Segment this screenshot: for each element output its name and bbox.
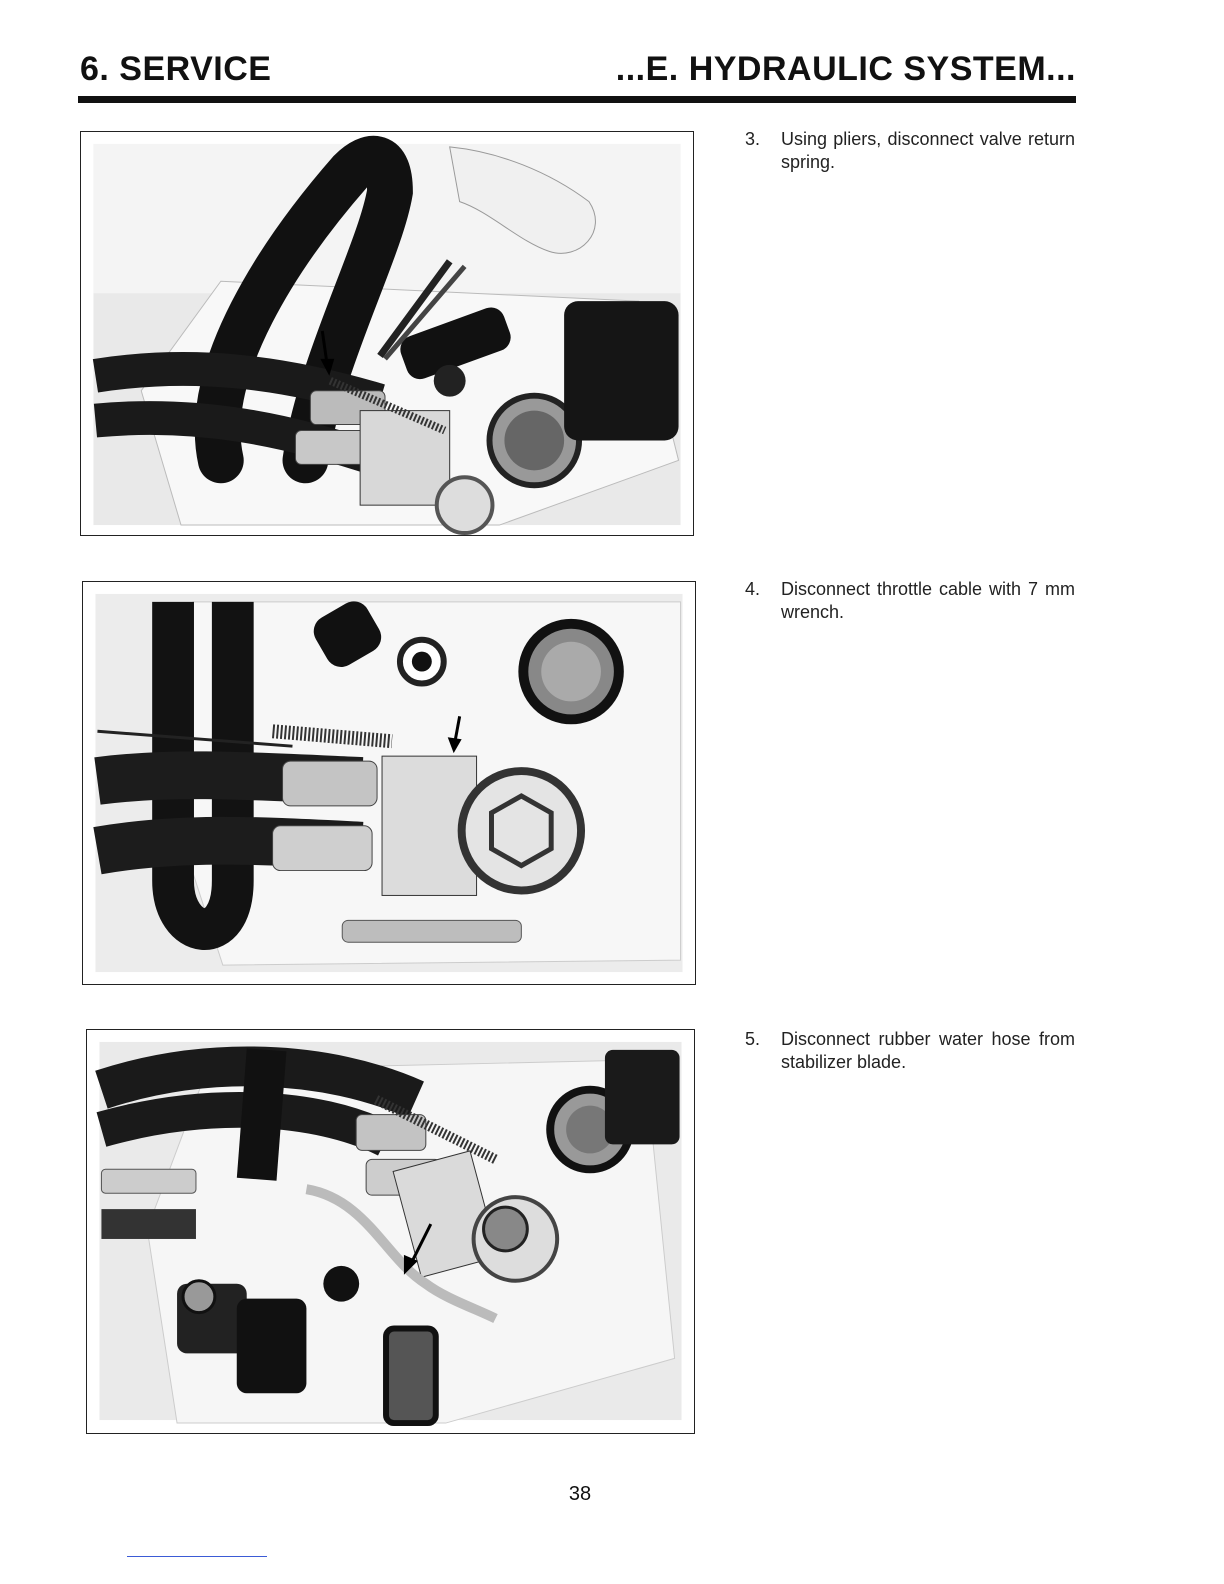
footer-rule — [127, 1556, 267, 1557]
photo-step-5 — [86, 1029, 695, 1434]
photo-step-3-illustration — [81, 132, 693, 535]
photo-step-5-illustration — [87, 1030, 694, 1433]
photo-step-3 — [80, 131, 694, 536]
header-rule — [78, 96, 1076, 103]
step-3-text: Using pliers, disconnect valve return spring. — [781, 129, 1075, 172]
step-5-text: Disconnect rubber water hose from stabilizer blade. — [781, 1029, 1075, 1072]
subsection-title: ...E. HYDRAULIC SYSTEM... — [615, 50, 1076, 88]
step-3-number: 3. — [745, 129, 761, 149]
step-4-number: 4. — [745, 579, 761, 599]
step-5-number: 5. — [745, 1029, 761, 1049]
photo-step-4 — [82, 581, 696, 985]
step-4-text: Disconnect throttle cable with 7 mm wrench. — [781, 579, 1075, 622]
page-number: 38 — [568, 1483, 592, 1505]
section-title: 6. SERVICE — [80, 50, 272, 88]
photo-step-4-illustration — [83, 582, 695, 984]
